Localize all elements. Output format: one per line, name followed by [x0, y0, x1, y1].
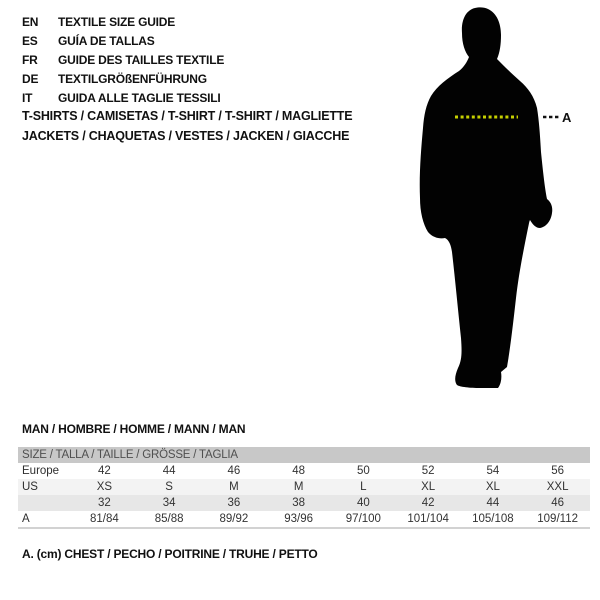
size-cell: 109/112 [537, 513, 578, 525]
language-title: GUÍA DE TALLAS [58, 34, 155, 48]
table-row-europe [18, 463, 590, 479]
size-cell: 38 [292, 497, 306, 509]
size-cell: XS [96, 481, 113, 493]
language-row-it [22, 89, 224, 108]
size-cell: 89/92 [219, 513, 249, 525]
language-row-fr [22, 51, 224, 70]
size-cell: 50 [356, 465, 370, 477]
size-cell: M [229, 481, 239, 493]
size-cell: XL [485, 481, 500, 493]
size-cell: L [360, 481, 367, 493]
size-cell: XXL [546, 481, 569, 493]
row-label: Europe [22, 465, 60, 477]
language-list [22, 13, 224, 108]
measurement-label-a: A [562, 110, 572, 125]
size-cell: 44 [486, 497, 500, 509]
row-label [18, 495, 72, 511]
language-title: TEXTILE SIZE GUIDE [58, 15, 176, 29]
measurement-footnote: A. (cm) CHEST / PECHO / POITRINE / TRUHE / PETTO [22, 547, 318, 561]
size-cell: 46 [551, 497, 565, 509]
size-cell: 56 [551, 465, 565, 477]
size-cell: 81/84 [89, 513, 119, 525]
size-table-header: SIZE / TALLA / TAILLE / GRÖSSE / TAGLIA [18, 447, 590, 463]
size-cell: 52 [421, 465, 435, 477]
size-cell: 44 [162, 465, 176, 477]
product-categories [22, 107, 352, 146]
size-cell: M [293, 481, 304, 493]
size-cell: 48 [292, 465, 306, 477]
size-cell: 54 [486, 465, 500, 477]
table-row-chest-cm [18, 511, 590, 527]
language-code: IT [22, 91, 33, 105]
language-title: TEXTILGRÖßENFÜHRUNG [58, 72, 207, 86]
row-label: US [22, 481, 38, 493]
man-silhouette-shape [420, 7, 553, 388]
language-row-en [22, 13, 224, 32]
gender-caption: MAN / HOMBRE / HOMME / MANN / MAN [22, 422, 246, 436]
size-cell: 85/88 [154, 513, 184, 525]
size-cell: 42 [421, 497, 435, 509]
language-code: EN [22, 15, 39, 29]
size-cell: 46 [227, 465, 241, 477]
size-cell: 36 [227, 497, 241, 509]
language-title: GUIDE DES TAILLES TEXTILE [58, 53, 225, 67]
size-cell: 93/96 [284, 513, 314, 525]
language-code: ES [22, 34, 38, 48]
category-tshirts: T-SHIRTS / CAMISETAS / T-SHIRT / T-SHIRT / MAGLIETTE [22, 109, 353, 123]
size-cell: S [165, 481, 173, 493]
size-cell: 34 [162, 497, 176, 509]
table-row-numeric [18, 495, 590, 511]
language-row-es [22, 32, 224, 51]
language-code: DE [22, 72, 39, 86]
table-row-us [18, 479, 590, 495]
size-cell: 101/104 [407, 513, 449, 525]
language-row-de [22, 70, 224, 89]
size-cell: 32 [97, 497, 111, 509]
size-cell: 42 [97, 465, 111, 477]
size-cell: 97/100 [345, 513, 381, 525]
size-cell: XL [421, 481, 436, 493]
language-code: FR [22, 53, 38, 67]
size-cell: 40 [356, 497, 370, 509]
language-title: GUIDA ALLE TAGLIE TESSILI [58, 91, 221, 105]
size-cell: 105/108 [472, 513, 514, 525]
category-jackets: JACKETS / CHAQUETAS / VESTES / JACKEN / GIACCHE [22, 128, 350, 143]
size-table [18, 447, 590, 529]
man-silhouette-figure [400, 0, 600, 400]
row-label: A [22, 513, 30, 525]
